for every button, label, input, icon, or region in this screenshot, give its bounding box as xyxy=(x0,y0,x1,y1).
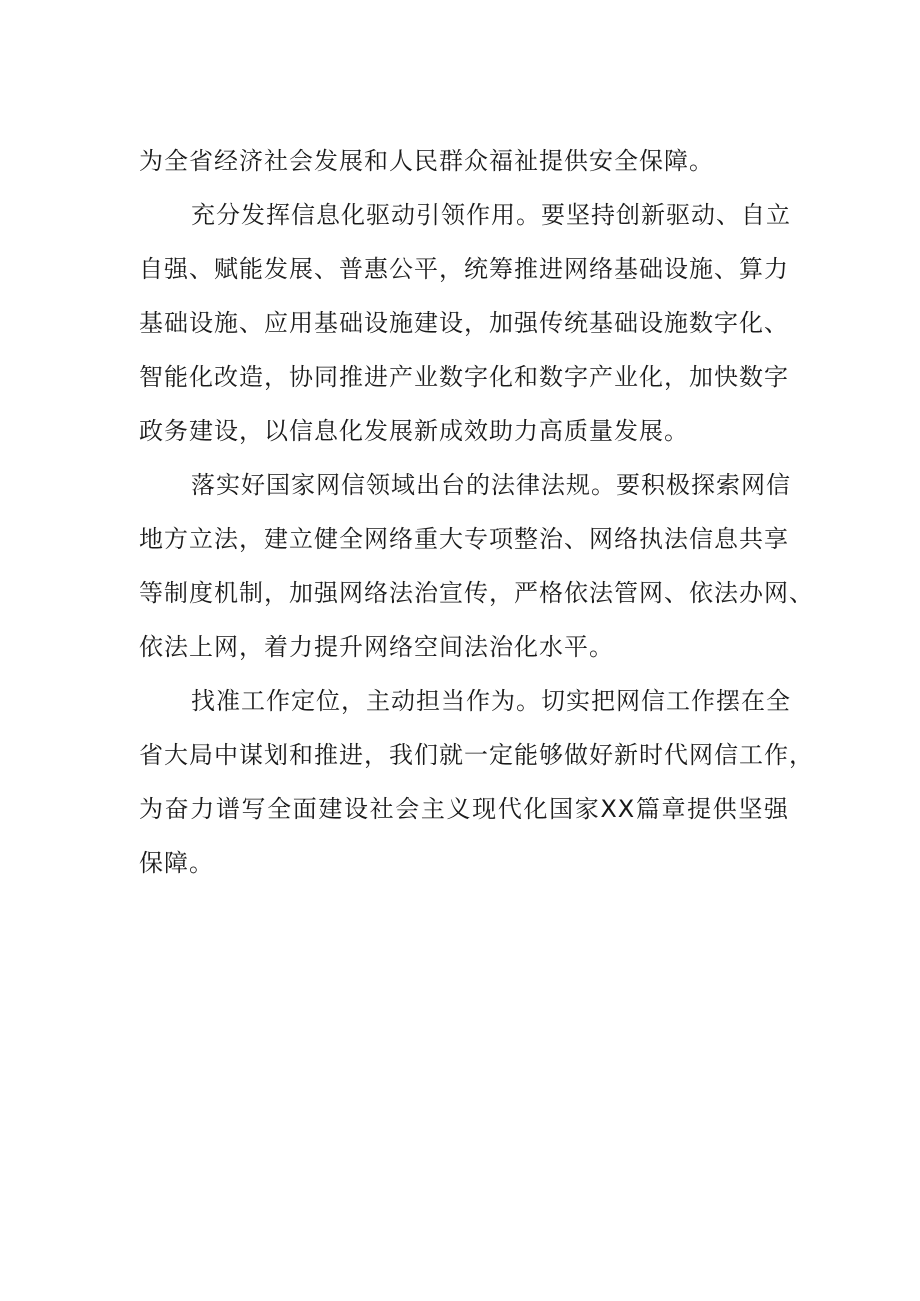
paragraph-2-line-1: 充分发挥信息化驱动引领作用。要坚持创新驱动、自立 xyxy=(191,201,791,229)
paragraph-4-line-3: 为奋力谱写全面建设社会主义现代化国家XX篇章提供坚强 xyxy=(139,795,789,823)
paragraph-1-line-1: 为全省经济社会发展和人民群众福祉提供安全保障。 xyxy=(139,147,714,175)
paragraph-3-line-3: 等制度机制，加强网络法治宣传，严格依法管网、依法办网、 xyxy=(139,579,814,607)
paragraph-3-line-2: 地方立法，建立健全网络重大专项整治、网络执法信息共享 xyxy=(139,525,789,553)
paragraph-3-line-4: 依法上网，着力提升网络空间法治化水平。 xyxy=(139,633,614,661)
paragraph-4-line-2: 省大局中谋划和推进，我们就一定能够做好新时代网信工作， xyxy=(139,741,814,769)
paragraph-2-line-4: 智能化改造，协同推进产业数字化和数字产业化，加快数字 xyxy=(139,363,789,391)
paragraph-2-line-2: 自强、赋能发展、普惠公平，统筹推进网络基础设施、算力 xyxy=(139,255,789,283)
paragraph-4-line-4: 保障。 xyxy=(139,849,214,877)
paragraph-2-line-3: 基础设施、应用基础设施建设，加强传统基础设施数字化、 xyxy=(139,309,789,337)
paragraph-3-line-1: 落实好国家网信领域出台的法律法规。要积极探索网信 xyxy=(191,471,791,499)
document-body xyxy=(139,134,814,890)
paragraph-4-line-1: 找准工作定位，主动担当作为。切实把网信工作摆在全 xyxy=(191,687,791,715)
paragraph-2-line-5: 政务建设，以信息化发展新成效助力高质量发展。 xyxy=(139,417,689,445)
